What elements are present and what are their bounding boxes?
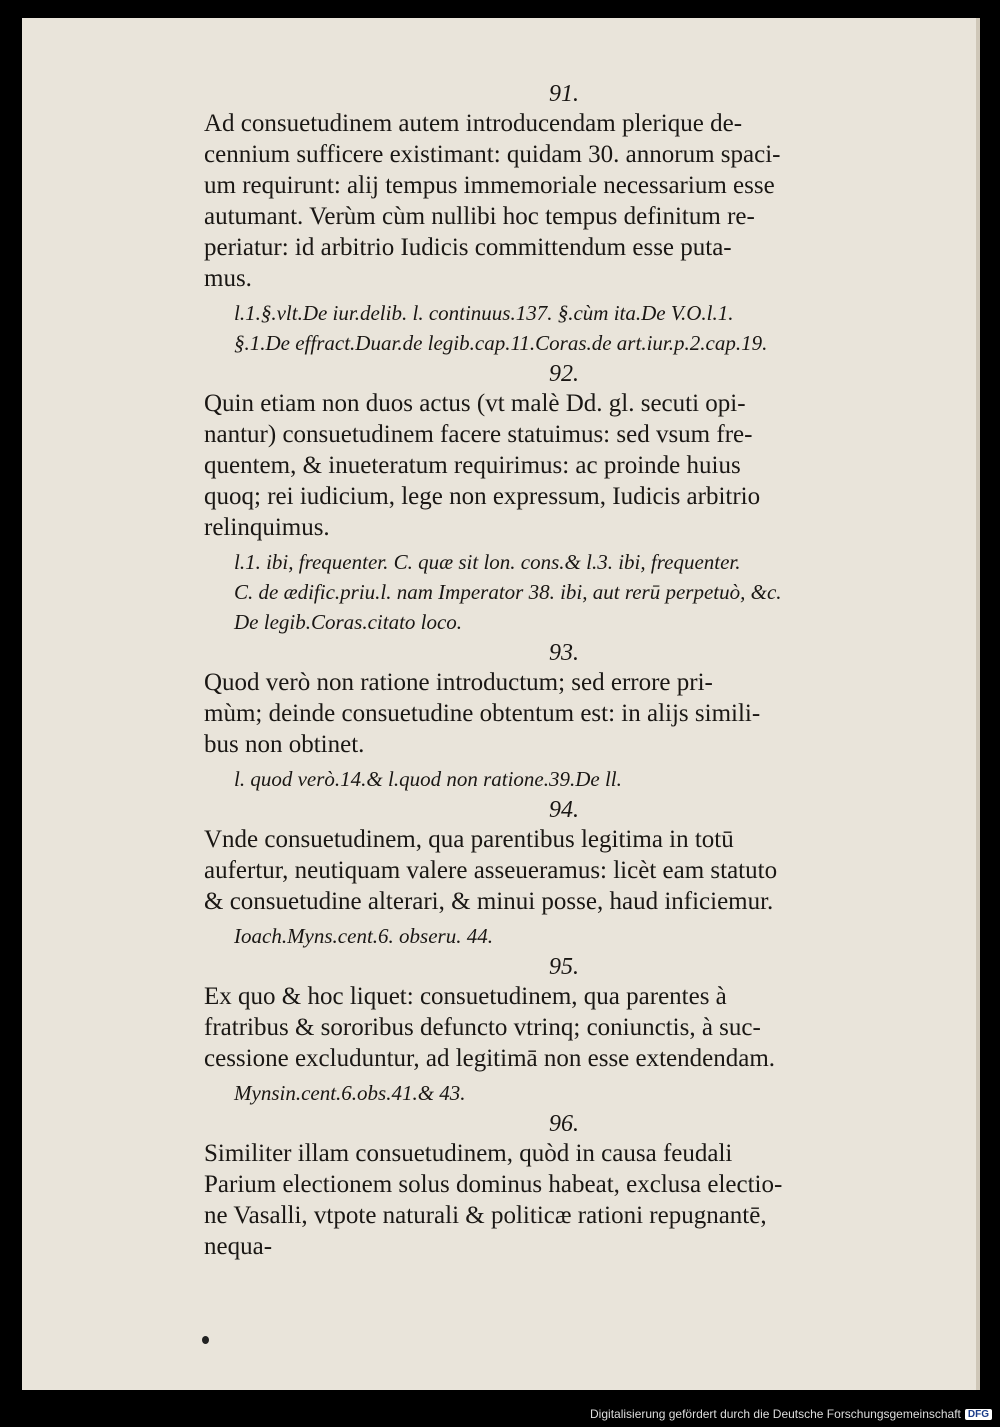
- text-line: quoq; rei iudicium, lege non expressum, Iudicis arbitrio: [204, 483, 761, 510]
- citation-block: [204, 921, 884, 951]
- footer-text: Digitalisierung gefördert durch die Deutsche Forschungsgemeinschaft: [590, 1407, 961, 1421]
- text-line: Similiter illam consuetudinem, quòd in causa feudali: [204, 1140, 733, 1167]
- section: [204, 108, 884, 358]
- section: [204, 1110, 884, 1262]
- paragraph: [204, 1138, 884, 1262]
- section-number: 92.: [549, 361, 579, 387]
- citation-line: Ioach.Myns.cent.6. obseru. 44.: [234, 924, 493, 948]
- citation-line: C. de ædific.priu.l. nam Imperator 38. ibi, aut rerū perpetuò, &c.: [234, 580, 782, 604]
- paragraph: [204, 824, 884, 917]
- text-line: mus.: [204, 265, 252, 292]
- paragraph: [204, 108, 884, 294]
- citation-line: l.1. ibi, frequenter. C. quæ sit lon. cons.& l.3. ibi, frequenter.: [234, 550, 741, 574]
- text-line: fratribus & sororibus defuncto vtrinq; coniunctis, à suc-: [204, 1014, 761, 1041]
- paragraph: [204, 981, 884, 1074]
- section: [204, 639, 884, 794]
- citation-line: l.1.§.vlt.De iur.delib. l. continuus.137. §.cùm ita.De V.O.l.1.: [234, 301, 734, 325]
- dfg-logo: DFG: [965, 1409, 992, 1420]
- text-line: aufertur, neutiquam valere asseueramus: licèt eam statuto: [204, 857, 778, 884]
- section-number: 96.: [549, 1111, 579, 1137]
- section: [204, 796, 884, 951]
- text-line: periatur: id arbitrio Iudicis committendum esse puta-: [204, 234, 732, 261]
- text-line: Parium electionem solus dominus habeat, exclusa electio-: [204, 1171, 783, 1198]
- page-number: 91.: [549, 81, 579, 107]
- citation-block: [204, 547, 884, 637]
- text-line: Ex quo & hoc liquet: consuetudinem, qua parentes à: [204, 983, 727, 1010]
- text-line: Vnde consuetudinem, qua parentibus legitima in totū: [204, 826, 734, 853]
- section-number: 95.: [549, 954, 579, 980]
- section-number: 94.: [549, 797, 579, 823]
- citation-block: [204, 1078, 884, 1108]
- text-line: nequa-: [204, 1233, 273, 1260]
- text-line: cennium sufficere existimant: quidam 30. annorum spaci-: [204, 141, 781, 168]
- paragraph: [204, 388, 884, 543]
- text-line: quentem, & inueteratum requirimus: ac proinde huius: [204, 452, 741, 479]
- book-page: [22, 18, 980, 1390]
- citation-line: §.1.De effract.Duar.de legib.cap.11.Coras.de art.iur.p.2.cap.19.: [234, 331, 768, 355]
- paragraph: [204, 667, 884, 760]
- footer: [590, 1407, 992, 1421]
- section: [204, 953, 884, 1108]
- text-line: relinquimus.: [204, 514, 330, 541]
- text-line: autumant. Verùm cùm nullibi hoc tempus definitum re-: [204, 203, 755, 230]
- sections-container: [204, 108, 884, 1262]
- text-line: ne Vasalli, vtpote naturali & politicæ rationi repugnantē,: [204, 1202, 767, 1229]
- text-line: Ad consuetudinem autem introducendam plerique de-: [204, 110, 743, 137]
- citation-line: l. quod verò.14.& l.quod non ratione.39.De ll.: [234, 767, 622, 791]
- text-line: bus non obtinet.: [204, 731, 365, 758]
- citation-block: [204, 298, 884, 358]
- text-line: & consuetudine alterari, & minui posse, haud inficiemur.: [204, 888, 774, 915]
- text-line: um requirunt: alij tempus immemoriale necessarium esse: [204, 172, 775, 199]
- text-line: mùm; deinde consuetudine obtentum est: in alijs simili-: [204, 700, 761, 727]
- ink-spot: [202, 1336, 209, 1344]
- page-text: [204, 80, 884, 1262]
- section: [204, 360, 884, 637]
- citation-block: [204, 764, 884, 794]
- text-line: Quod verò non ratione introductum; sed errore pri-: [204, 669, 713, 696]
- text-line: Quin etiam non duos actus (vt malè Dd. gl. secuti opi-: [204, 390, 746, 417]
- text-line: nantur) consuetudinem facere statuimus: sed vsum fre-: [204, 421, 753, 448]
- citation-line: De legib.Coras.citato loco.: [234, 610, 463, 634]
- text-line: cessione excluduntur, ad legitimā non esse extendendam.: [204, 1045, 776, 1072]
- citation-line: Mynsin.cent.6.obs.41.& 43.: [234, 1081, 466, 1105]
- section-number: 93.: [549, 640, 579, 666]
